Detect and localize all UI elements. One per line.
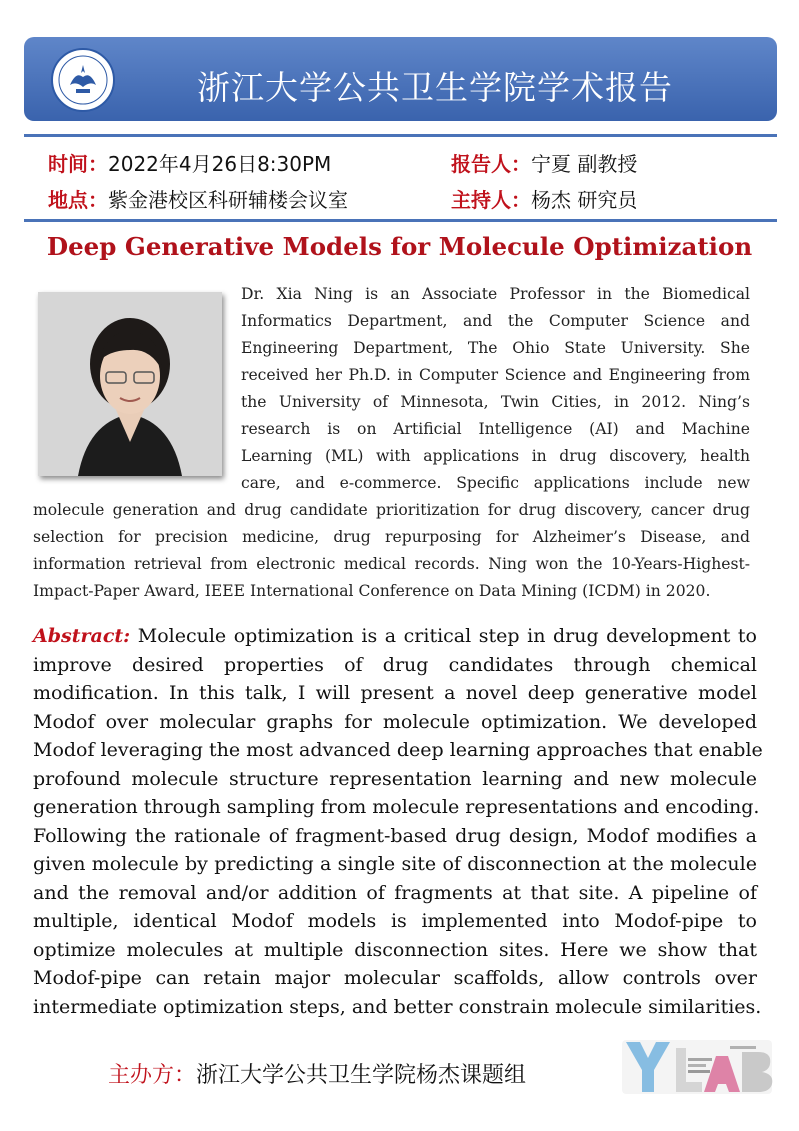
speaker-label: 报告人： [451, 152, 531, 176]
bio-line: molecule generation and drug candidate prioritization for drug discovery, cancer drug [33, 501, 750, 519]
bio-line: the University of Minnesota, Twin Cities, in 2012. Ning’s [241, 393, 750, 411]
abstract-line: Modof leveraging the most advanced deep learning approaches that enable [33, 739, 763, 761]
abstract-line: improve desired properties of drug candidates through chemical [33, 653, 757, 676]
host-label: 主持人： [451, 188, 531, 212]
bio-line: care, and e-commerce. Specific applications include new [241, 474, 750, 492]
zhejiang-university-logo-icon [50, 47, 116, 113]
bio-line: selection for precision medicine, drug repurposing for Alzheimer’s Disease, and [33, 528, 750, 546]
abstract-line: optimize molecules at multiple disconnection sites. Here we show that [33, 938, 757, 961]
abstract-line: Following the rationale of fragment-based drug design, Modof modifies a [33, 824, 757, 847]
abstract-text: Molecule optimization is a critical step in drug development to [137, 625, 757, 647]
abstract-line: and the removal and/or addition of fragments at that site. A pipeline of [33, 881, 757, 904]
organizer-label: 主办方： [108, 1063, 197, 1088]
host-value: 杨杰 研究员 [531, 188, 638, 212]
organizer [108, 1058, 526, 1089]
bio-line: received her Ph.D. in Computer Science and Engineering from [241, 366, 750, 384]
time-row [48, 148, 331, 177]
bio-line: Engineering Department, The Ohio State University. She [241, 339, 750, 357]
speaker-portrait-icon [38, 292, 222, 476]
organizer-value: 浙江大学公共卫生学院杨杰课题组 [196, 1063, 527, 1088]
speaker-photo [38, 292, 222, 476]
bio-line: Impact-Paper Award, IEEE International Conference on Data Mining (ICDM) in 2020. [33, 582, 711, 600]
abstract-line: generation through sampling from molecule representations and encoding. [33, 796, 760, 818]
time-value: 2022年4月26日8:30PM [108, 152, 332, 176]
bio-line: Informatics Department, and the Computer Science and [241, 312, 750, 330]
bio-line: Dr. Xia Ning is an Associate Professor in the Biomedical [241, 285, 750, 303]
time-label: 时间： [48, 152, 108, 176]
abstract-label: Abstract: [33, 625, 131, 647]
speaker-value: 宁夏 副教授 [531, 152, 638, 176]
abstract-line: intermediate optimization steps, and better constrain molecule similarities. [33, 995, 762, 1018]
abstract-line-1 [33, 625, 757, 647]
ylab-logo-icon [618, 1030, 778, 1100]
speaker-row [451, 148, 637, 177]
divider-bottom [24, 219, 777, 222]
bio-line: research is on Artificial Intelligence (AI) and Machine [241, 420, 750, 438]
abstract-line: Modof over molecular graphs for molecule optimization. We developed [33, 710, 757, 733]
abstract-line: Modof-pipe can retain major molecular scaffolds, allow controls over [33, 967, 757, 989]
place-row [48, 184, 348, 213]
page-title: 浙江大学公共卫生学院学术报告 [197, 68, 673, 107]
abstract-line: profound molecule structure representation learning and new molecule [33, 767, 757, 790]
talk-title: Deep Generative Models for Molecule Optimization [46, 232, 753, 261]
bio-line: information retrieval from electronic medical records. Ning won the 10-Years-Highest- [33, 555, 750, 573]
divider-top [24, 134, 777, 137]
bio-line: Learning (ML) with applications in drug discovery, health [241, 447, 750, 465]
abstract-line: multiple, identical Modof models is implemented into Modof-pipe to [33, 910, 757, 932]
abstract-line: modification. In this talk, I will present a novel deep generative model [33, 682, 757, 704]
place-label: 地点： [48, 188, 108, 212]
place-value: 紫金港校区科研辅楼会议室 [108, 188, 348, 212]
host-row [451, 184, 637, 213]
abstract-line: given molecule by predicting a single site of disconnection at the molecule [33, 853, 757, 875]
